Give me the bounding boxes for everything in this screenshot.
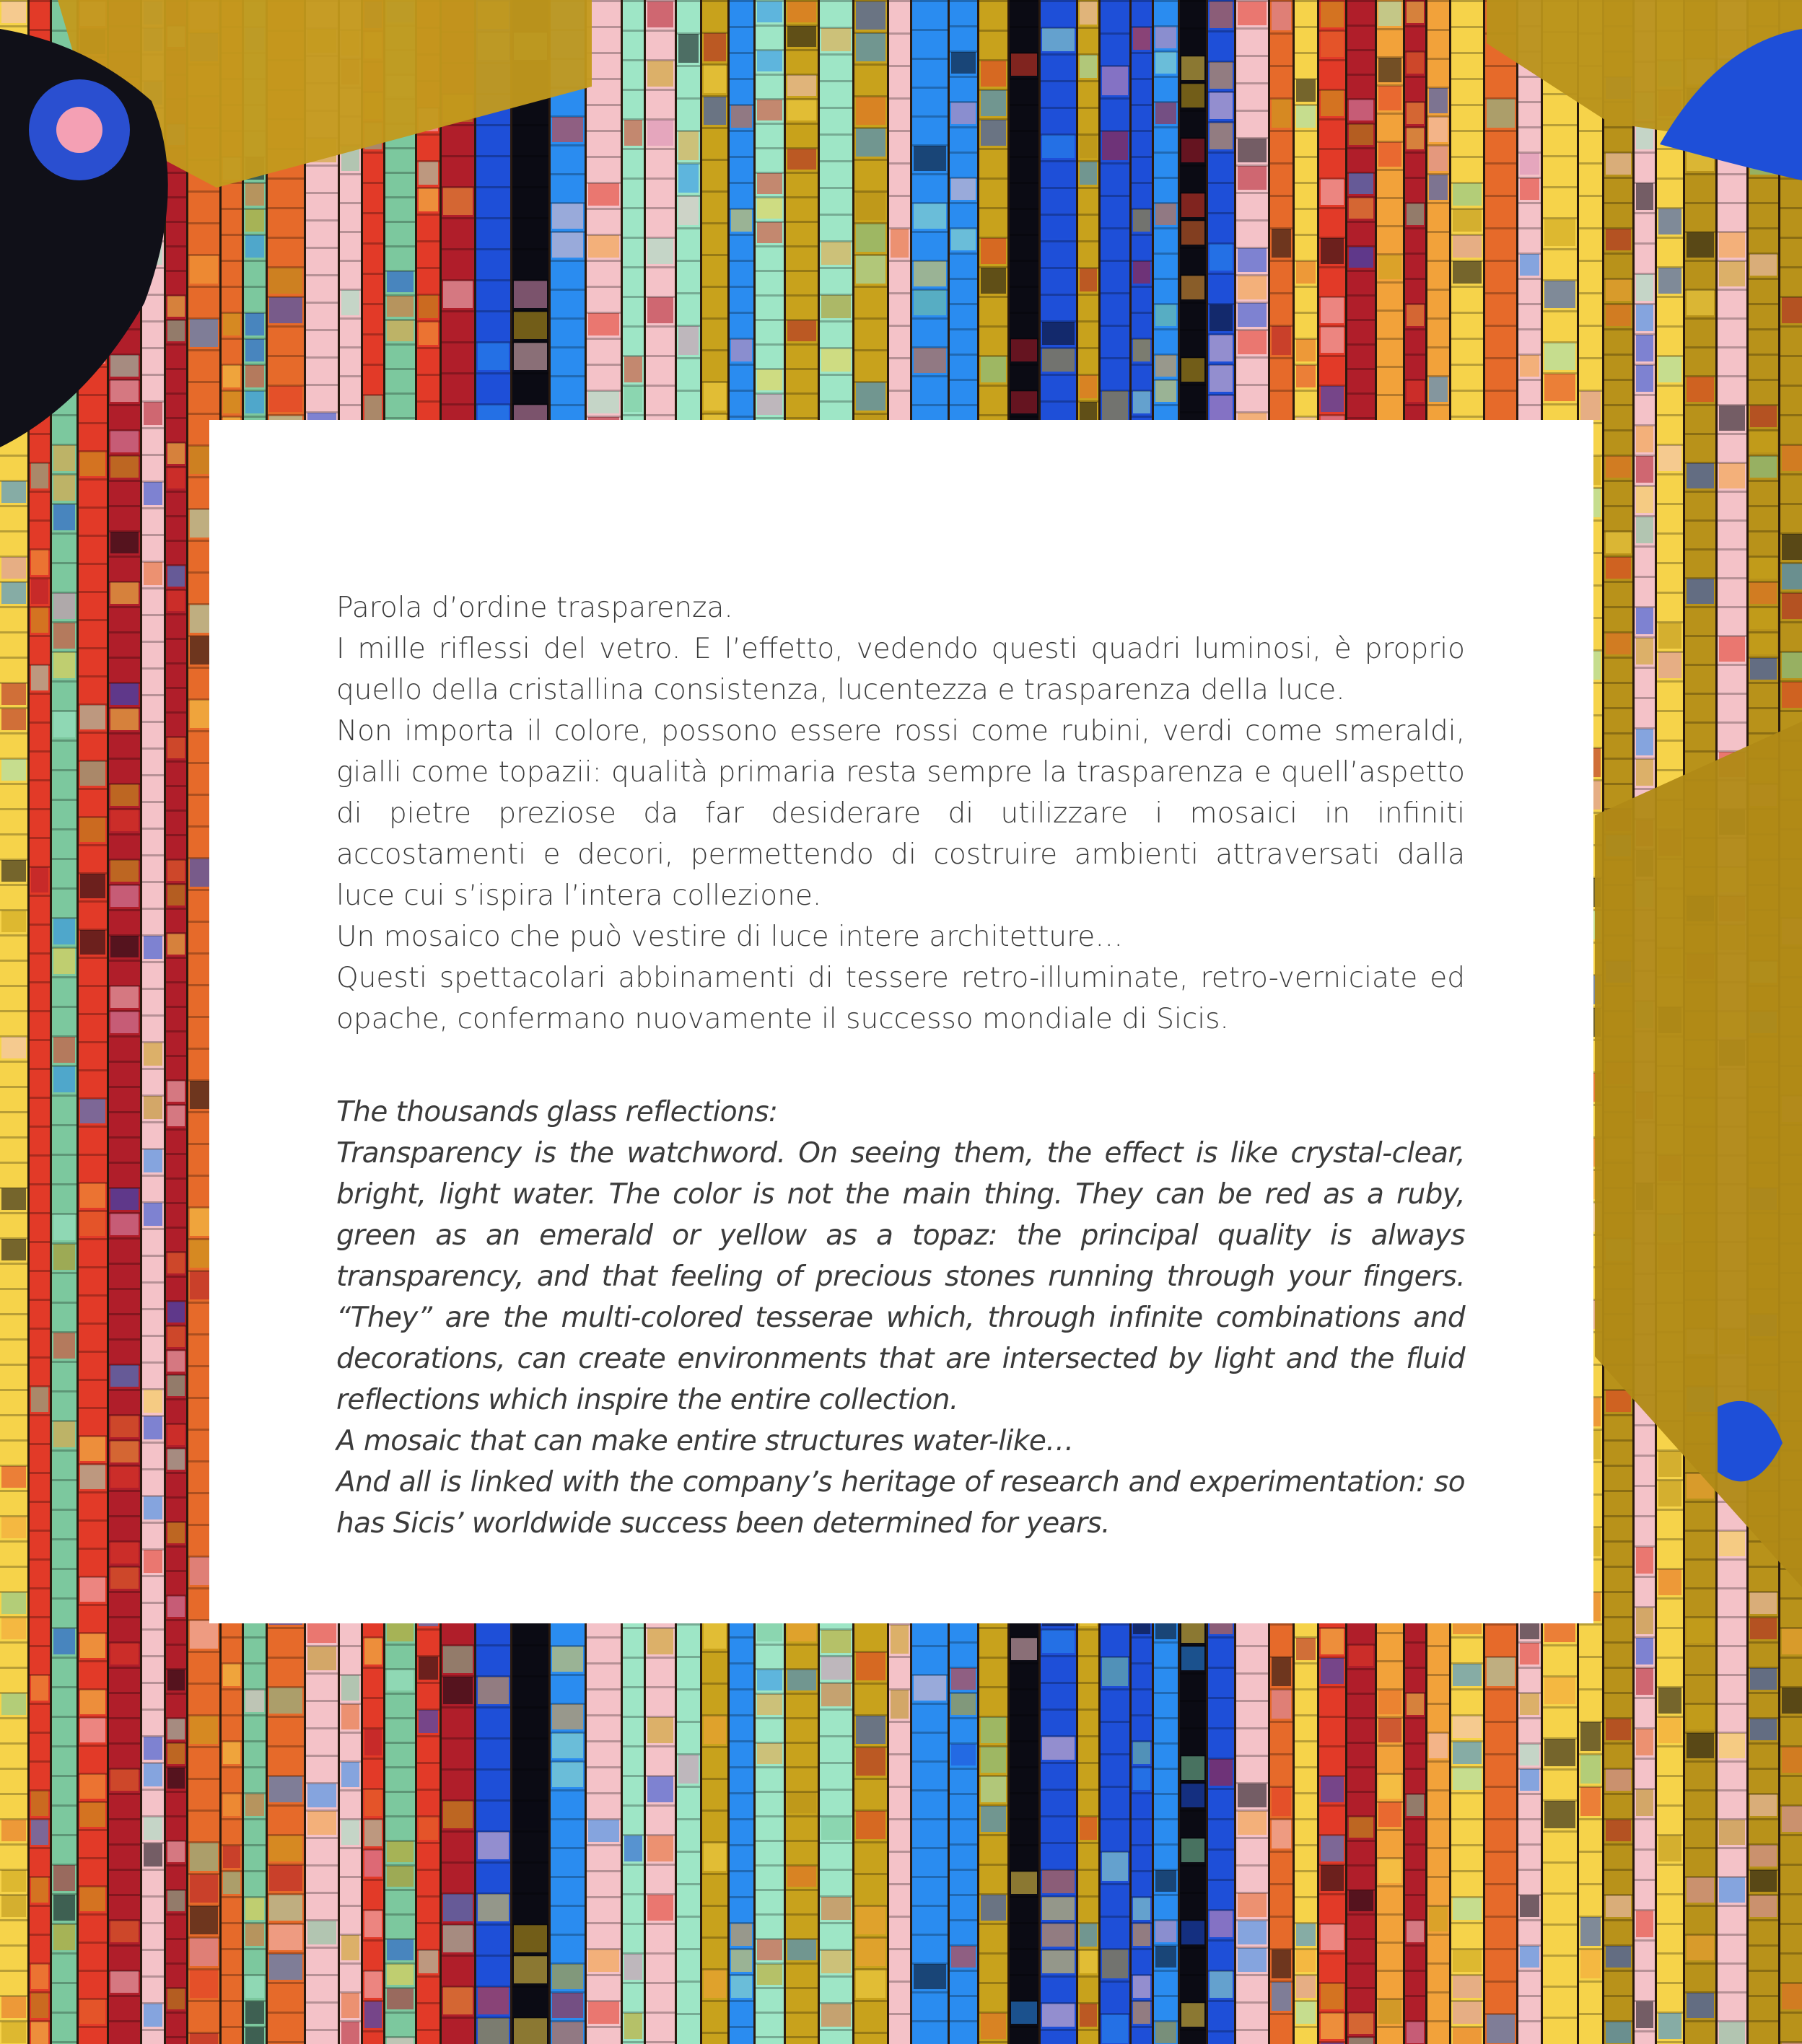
pink-flower-center [56, 107, 102, 153]
english-paragraph-3: And all is linked with the company’s heritage of research and experimentation: so has Sicis’ worldwide success been determined for years. [336, 1466, 1465, 1540]
italian-text-block [336, 587, 1465, 1040]
english-text-block [336, 1092, 1465, 1544]
italian-line-title: Parola d’ordine trasparenza. [336, 592, 733, 624]
text-panel [209, 420, 1593, 1623]
italian-paragraph-2: Non importa il colore, possono essere rossi come rubini, verdi come smeraldi, gialli come topazii: qualità primaria resta sempre la trasparenza e quell’aspetto di pietre preziose da far desiderare di utilizzare i mosaici in infiniti accostamenti e decori, permettendo di costruire ambienti attraversati dalla luce cui s’ispira l’intera collezione. [336, 715, 1465, 912]
english-line-title: The thousands glass reflections: [336, 1096, 778, 1128]
english-paragraph-2: A mosaic that can make entire structures water-like… [336, 1425, 1074, 1457]
italian-paragraph-4: Questi spettacolari abbinamenti di tessere retro-illuminate, retro-verniciate ed opache, confermano nuovamente il successo mondiale di Sicis. [336, 962, 1465, 1035]
english-paragraph-1: Transparency is the watchword. On seeing them, the effect is like crystal-clear, bright, light water. The color is not the main thing. They can be red as a ruby, green as an emerald or yellow as a topaz: the principal quality is always transparency, and that feeling of precious stones running through your fingers. “They” are the multi-colored tesserae which, through infinite combinations and decorations, can create environments that are intersected by light and the fluid reflections which inspire the entire collection. [336, 1137, 1465, 1416]
italian-paragraph-1: I mille riflessi del vetro. E l’effetto, vedendo questi quadri luminosi, è proprio quello della cristallina consistenza, lucentezza e trasparenza della luce. [336, 633, 1465, 706]
italian-paragraph-3: Un mosaico che può vestire di luce intere architetture… [336, 921, 1124, 953]
